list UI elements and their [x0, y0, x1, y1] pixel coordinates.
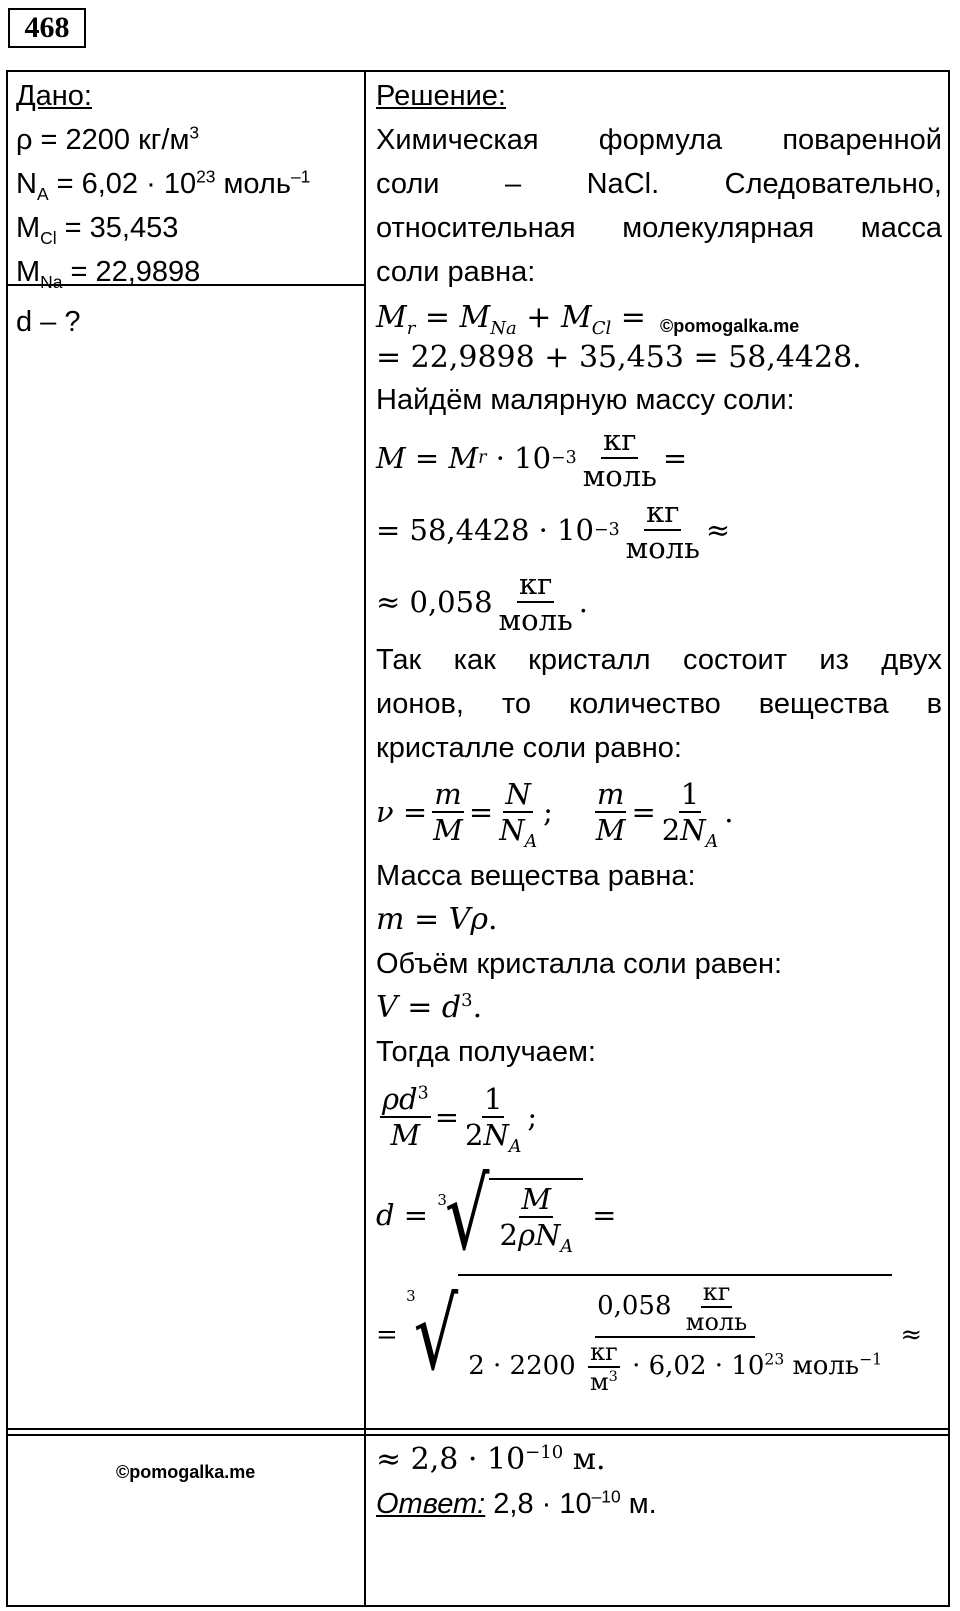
p1-line3: относительная молекулярная масса — [376, 212, 942, 244]
p3-line3: кристалле соли равно: — [376, 732, 682, 764]
watermark-top: ©pomogalka.me — [660, 316, 800, 336]
p1-line2: соли – NaCl. Следовательно, — [376, 168, 942, 200]
eq-relative-mass: $M_r = M_{Na} + M_{Cl}$ = = 22,9898 + 35,453 = 58,4428. — [376, 300, 862, 375]
find-d: d – ? — [16, 306, 81, 338]
result-block — [376, 1438, 936, 1526]
watermark-bottom: ©pomogalka.me — [116, 1462, 256, 1482]
eq-molar-mass-3: ≈ 0,058 $\frac{кг}{\text{моль}}$ . — [376, 567, 588, 637]
given-heading: Дано: — [16, 80, 92, 112]
column-divider — [364, 70, 366, 1605]
p3-line1: Так как кристалл состоит из двух — [376, 644, 942, 676]
eq-combined: $\frac{\rho d^3}{M}$ = $\frac{1}{2N_A}$ ; — [382, 1082, 538, 1157]
p1-line1: Химическая формула поваренной — [376, 124, 942, 156]
eq-amount: ν = $\frac{m}{M}$ = $\frac{N}{N_A}$ ; $\frac{m}{M}$ = $\frac{1}{2N_A}$ . — [376, 777, 734, 852]
eq-molar-mass-2: = 58,4428 · 10 −3 $\frac{кг}{\text{моль}}$ ≈ — [376, 495, 731, 565]
given-m-na: $M_{Na} = 22,9898$ — [16, 256, 201, 292]
result-value: ≈ $2,8 \cdot 10^{-10}$ м. — [376, 1442, 606, 1477]
given-density: ρ = 2200 $кг/м^3$ — [16, 122, 200, 156]
eq-d-numeric: = 3 √ 0,058 $\frac{кг}{\text{моль}}$ 2 · 2200 $\frac{кг}{м^3}$ · $6,02 \cdot 10^{23}$ моль$^{-1}$ ≈ — [376, 1270, 942, 1400]
eq-molar-mass-1: M = M r · 10 −3 $\frac{кг}{\text{моль}}$ = — [376, 423, 688, 493]
given-m-cl: $M_{Cl} = 35,453$ — [16, 212, 179, 248]
problem-number: 468 — [8, 8, 86, 48]
eq-d-formula: d = 3 √ $\frac{M}{2\rho N_A}$ = — [376, 1157, 617, 1273]
p3-line2: ионов, то количество вещества в — [376, 688, 942, 720]
solution-heading: Решение: — [376, 80, 506, 112]
eq-volume: $V = d^3$. — [376, 990, 483, 1025]
p5: Объём кристалла соли равен: — [376, 948, 783, 980]
solution-block — [376, 74, 942, 1400]
p6: Тогда получаем: — [376, 1036, 596, 1068]
eq-mass: m = Vρ. — [376, 902, 498, 937]
row-divider-2 — [6, 1434, 948, 1436]
p1-line4: соли равна: — [376, 256, 536, 288]
p2: Найдём малярную массу соли: — [376, 384, 795, 416]
answer-line: Ответ: $2,8 \cdot 10^{-10}$ м. — [376, 1486, 657, 1520]
row-divider — [6, 1428, 948, 1430]
p4: Масса вещества равна: — [376, 860, 696, 892]
given-block — [16, 74, 356, 344]
given-avogadro: $N_A = 6,02 \cdot 10^{23}$ моль$^{-1}$ — [16, 166, 311, 204]
